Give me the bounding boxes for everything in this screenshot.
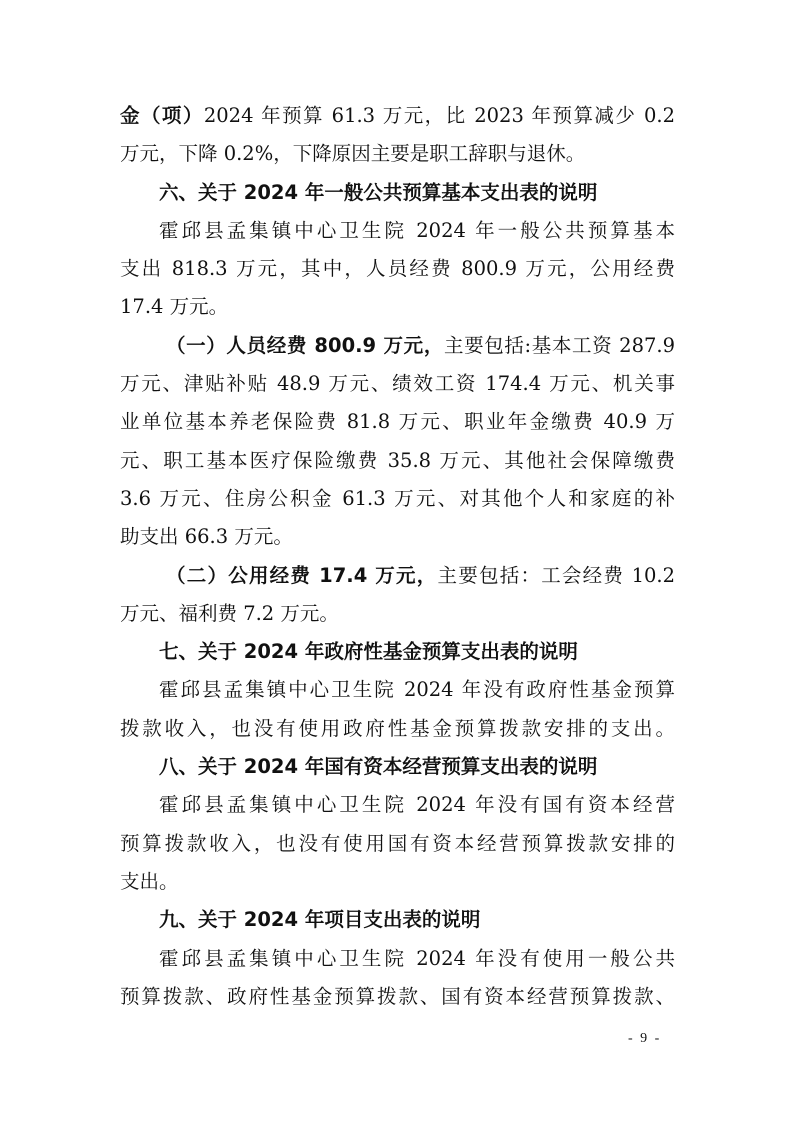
paragraph-line: 支出 818.3 万元，其中，人员经费 800.9 万元，公用经费 xyxy=(120,257,675,281)
paragraph-line: 万元、福利费 7.2 万元。 xyxy=(120,601,339,625)
paragraph-line: （二）公用经费 17.4 万元，主要包括：工会经费 10.2 xyxy=(166,563,675,587)
paragraph-line: 霍邱县孟集镇中心卫生院 2024 年一般公共预算基本 xyxy=(159,218,675,242)
paragraph-line: 17.4 万元。 xyxy=(120,295,229,319)
page-number: - 9 - xyxy=(628,1031,662,1046)
paragraph-line: 霍邱县孟集镇中心卫生院 2024 年没有使用一般公共 xyxy=(159,946,675,970)
paragraph-line: 霍邱县孟集镇中心卫生院 2024 年没有国有资本经营 xyxy=(159,793,675,817)
section-heading-9: 九、关于 2024 年项目支出表的说明 xyxy=(159,908,481,932)
paragraph-line: 万元、津贴补贴 48.9 万元、绩效工资 174.4 万元、机关事 xyxy=(120,372,675,396)
paragraph-line: （一）人员经费 800.9 万元，主要包括:基本工资 287.9 xyxy=(166,333,676,357)
section-heading-8: 八、关于 2024 年国有资本经营预算支出表的说明 xyxy=(159,755,598,779)
subsection-heading-personnel: （一）人员经费 800.9 万元， xyxy=(166,333,444,357)
paragraph-line: 预算拨款收入，也没有使用国有资本经营预算拨款安排的 xyxy=(120,831,675,855)
paragraph-line: 霍邱县孟集镇中心卫生院 2024 年没有政府性基金预算 xyxy=(159,678,675,702)
section-heading-6: 六、关于 2024 年一般公共预算基本支出表的说明 xyxy=(159,180,598,204)
paragraph-line: 助支出 66.3 万元。 xyxy=(120,525,293,549)
bold-inline-term: 金（项） xyxy=(120,104,204,127)
paragraph-line: 拨款收入，也没有使用政府性基金预算拨款安排的支出。 xyxy=(120,716,675,740)
subsection-heading-public: （二）公用经费 17.4 万元， xyxy=(166,563,438,587)
paragraph-line: 3.6 万元、住房公积金 61.3 万元、对其他个人和家庭的补 xyxy=(120,486,675,510)
paragraph-line: 支出。 xyxy=(120,869,179,893)
paragraph-line: 金（项）2024 年预算 61.3 万元，比 2023 年预算减少 0.2 xyxy=(120,104,675,127)
section-heading-7: 七、关于 2024 年政府性基金预算支出表的说明 xyxy=(159,640,578,664)
paragraph-line: 业单位基本养老保险费 81.8 万元、职业年金缴费 40.9 万 xyxy=(120,410,675,434)
paragraph-line: 元、职工基本医疗保险缴费 35.8 万元、其他社会保障缴费 xyxy=(120,448,675,472)
paragraph-line: 预算拨款、政府性基金预算拨款、国有资本经营预算拨款、 xyxy=(120,984,675,1008)
paragraph-line: 万元，下降 0.2%，下降原因主要是职工辞职与退休。 xyxy=(120,142,586,166)
document-page xyxy=(120,97,675,1016)
